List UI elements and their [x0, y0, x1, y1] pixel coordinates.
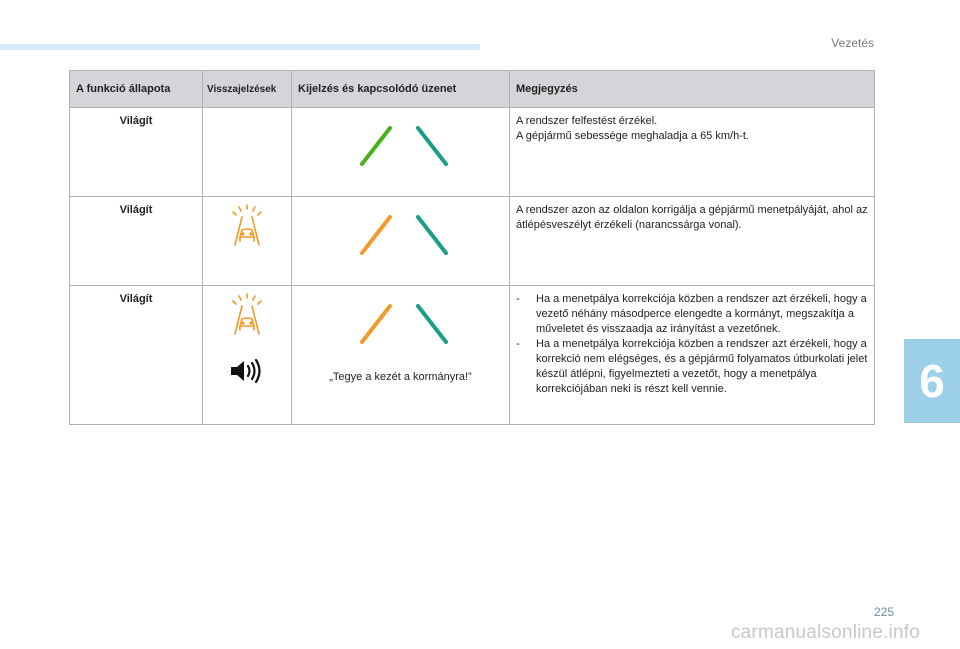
list-item: - Ha a menetpálya korrekciója közben a rendszer azt érzékeli, hogy a vezető néhány másodperce elengedte a kormányt, megszakítja a műveletet és visszaadja az irányítást a vezetőnek. [516, 292, 868, 337]
section-title: Vezetés [831, 36, 874, 50]
table-row [70, 197, 875, 286]
state-cell: Világít [70, 286, 203, 425]
state-cell: Világít [70, 197, 203, 286]
notes-list [516, 292, 868, 397]
lane-lines-icon [351, 126, 451, 166]
speaker-icon [229, 358, 265, 384]
lane-keep-warning-icon [227, 203, 267, 247]
note-line: A rendszer azon az oldalon korrigálja a gépjármű menetpályáját, ahol az átlépésveszélyt érzékeli (narancssárga vonal). [516, 204, 868, 231]
list-item: - Ha a menetpálya korrekciója közben a rendszer azt érzékeli, hogy a korrekció nem elégséges, és a gépjármű folyamatos útburkolati jelet készül átlépni, figyelmezteti a vezetőt, hogy a menetpálya korrekciójában neki is részt kell vennie. [516, 337, 868, 397]
lane-lines-icon [351, 215, 451, 255]
state-cell: Világít [70, 108, 203, 197]
indicator-cell [203, 286, 292, 425]
table-row [70, 286, 875, 425]
notes-cell [510, 108, 875, 197]
lane-lines-icon [351, 304, 451, 344]
notes-cell [510, 286, 875, 425]
page-number: 225 [873, 605, 894, 619]
function-status-table [69, 70, 875, 425]
indicator-cell [203, 108, 292, 197]
note-line: A gépjármű sebessége meghaladja a 65 km/h-t. [516, 130, 749, 142]
display-cell [292, 286, 510, 425]
header-state: A funkció állapota [70, 71, 203, 108]
header-display: Kijelzés és kapcsolódó üzenet [292, 71, 510, 108]
chapter-tab: 6 [904, 339, 960, 423]
indicator-cell [203, 197, 292, 286]
lane-keep-warning-icon [227, 292, 267, 336]
watermark: carmanualsonline.info [730, 622, 920, 643]
header-accent-bar [0, 44, 480, 50]
notes-cell [510, 197, 875, 286]
display-message: „Tegye a kezét a kormányra!” [329, 371, 472, 383]
note-line: A rendszer felfestést érzékel. [516, 115, 658, 127]
header-indicator: Visszajelzések [203, 71, 292, 108]
table-row [70, 108, 875, 197]
display-cell [292, 197, 510, 286]
header-notes: Megjegyzés [510, 71, 875, 108]
table-header-row [70, 71, 875, 108]
display-cell [292, 108, 510, 197]
